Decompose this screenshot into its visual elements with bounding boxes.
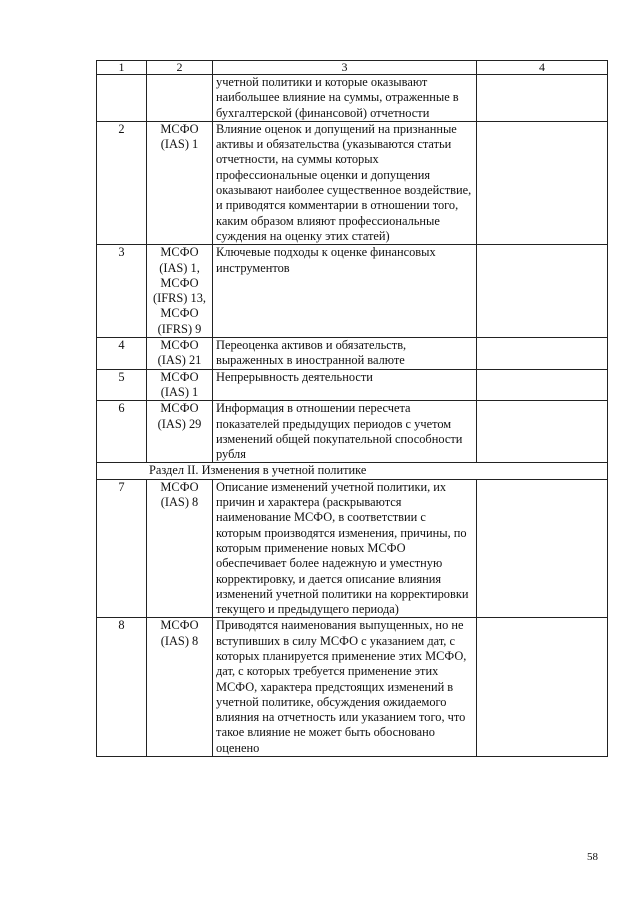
row-description: Информация в отношении пересчета показателей предыдущих периодов с учетом изменений общей покупательной способности рубля <box>213 401 477 463</box>
table-header-row <box>97 61 608 75</box>
row-extra <box>477 121 608 244</box>
row-standard: МСФО (IAS) 1, МСФО (IFRS) 13, МСФО (IFRS) 9 <box>147 245 213 338</box>
row-description: Приводятся наименования выпущенных, но не вступивших в силу МСФО с указанием дат, с которых планируется применение этих МСФО, дат, с которых требуется применение этих МСФО, характера предстоящих изменений в учетной политике, обсуждения ожидаемого влияния на отчетность или указанием того, что такое влияние не может быть обосновано оценено <box>213 618 477 757</box>
row-description: Непрерывность деятельности <box>213 369 477 401</box>
row-extra <box>477 338 608 370</box>
row-extra <box>477 479 608 618</box>
header-cell-1: 1 <box>97 61 147 75</box>
row-extra <box>477 245 608 338</box>
row-number: 5 <box>97 369 147 401</box>
row-standard <box>147 75 213 122</box>
row-standard: МСФО (IAS) 29 <box>147 401 213 463</box>
table-row <box>97 479 608 618</box>
row-standard: МСФО (IAS) 1 <box>147 369 213 401</box>
section-header-row <box>97 463 608 479</box>
table-row <box>97 75 608 122</box>
row-standard: МСФО (IAS) 8 <box>147 479 213 618</box>
row-extra <box>477 401 608 463</box>
disclosure-table <box>96 60 608 757</box>
section-title: Раздел II. Изменения в учетной политике <box>97 463 608 479</box>
row-description: Описание изменений учетной политики, их причин и характера (раскрываются наименование МСФО, в соответствии с которым производятся изменения, причины, по которым применение новых МСФО обеспечивает более надежную и уместную корректировку, и дается описание влияния изменений учетной политики на корректировки текущего и предыдущего периода) <box>213 479 477 618</box>
row-extra <box>477 75 608 122</box>
row-description: Влияние оценок и допущений на признанные активы и обязательства (указываются статьи отчетности, на суммы которых профессиональные оценки и допущения оказывают наиболее существенное воздействие, и приводятся комментарии в отношении того, каким образом влияют профессиональные суждения на оценку этих статей) <box>213 121 477 244</box>
page-number: 58 <box>587 851 598 863</box>
table-row <box>97 121 608 244</box>
row-number: 8 <box>97 618 147 757</box>
row-extra <box>477 369 608 401</box>
row-number: 4 <box>97 338 147 370</box>
row-description: Переоценка активов и обязательств, выраженных в иностранной валюте <box>213 338 477 370</box>
table-row <box>97 338 608 370</box>
row-number <box>97 75 147 122</box>
table-row <box>97 369 608 401</box>
header-cell-2: 2 <box>147 61 213 75</box>
row-extra <box>477 618 608 757</box>
row-number: 7 <box>97 479 147 618</box>
row-standard: МСФО (IAS) 21 <box>147 338 213 370</box>
row-description: учетной политики и которые оказывают наибольшее влияние на суммы, отраженные в бухгалтерской (финансовой) отчетности <box>213 75 477 122</box>
row-number: 6 <box>97 401 147 463</box>
row-standard: МСФО (IAS) 8 <box>147 618 213 757</box>
table-row <box>97 245 608 338</box>
row-description: Ключевые подходы к оценке финансовых инструментов <box>213 245 477 338</box>
table-row <box>97 618 608 757</box>
table-row <box>97 401 608 463</box>
row-standard: МСФО (IAS) 1 <box>147 121 213 244</box>
row-number: 3 <box>97 245 147 338</box>
header-cell-4: 4 <box>477 61 608 75</box>
row-number: 2 <box>97 121 147 244</box>
header-cell-3: 3 <box>213 61 477 75</box>
